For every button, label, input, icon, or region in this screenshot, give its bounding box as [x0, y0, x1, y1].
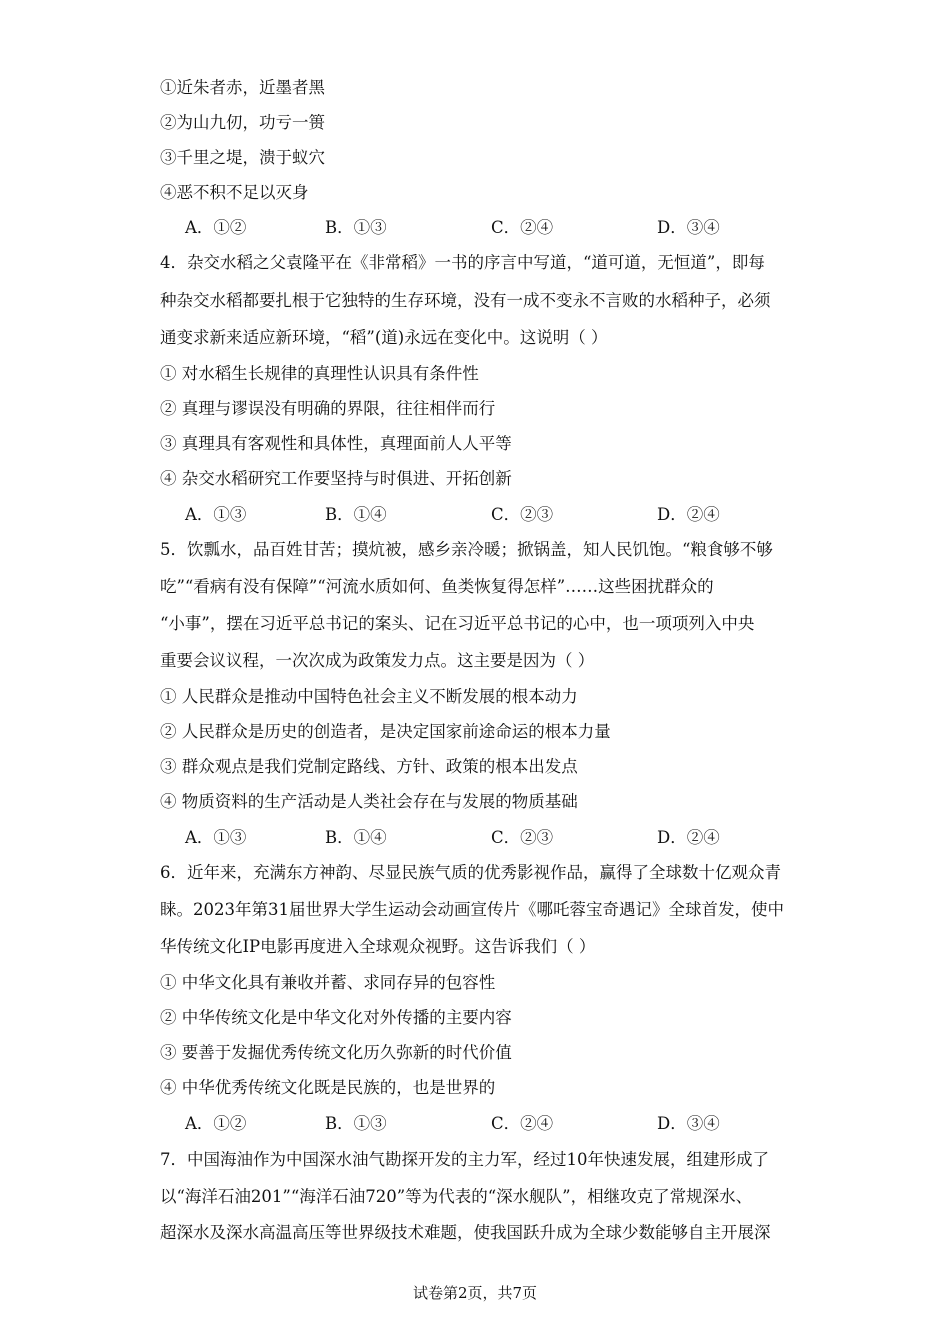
q6-option-d: D．③④ [657, 1114, 720, 1133]
q3-item-4: ④恶不积不足以灭身 [160, 183, 309, 202]
q6-item-1: ① 中华文化具有兼收并蓄、求同存异的包容性 [160, 973, 496, 992]
q6-option-b: B．①③ [325, 1114, 387, 1133]
q3-options [185, 217, 745, 239]
page-footer: 试卷第2页，共7页 [412, 1284, 538, 1302]
q3-item-2: ②为山九仞，功亏一篑 [160, 113, 325, 132]
q4-item-3: ③ 真理具有客观性和具体性，真理面前人人平等 [160, 434, 512, 453]
q4-item-2: ② 真理与谬误没有明确的界限，往往相伴而行 [160, 399, 496, 418]
q6-stem-line-2: 睐。2023年第31届世界大学生运动会动画宣传片《哪吒蓉宝奇遇记》全球首发，使中 [160, 900, 784, 919]
q3-option-c: C．②④ [491, 218, 554, 237]
q3-option-a: A．①② [185, 218, 247, 237]
q5-option-c: C．②③ [491, 828, 554, 847]
q4-item-4: ④ 杂交水稻研究工作要坚持与时俱进、开拓创新 [160, 469, 512, 488]
q6-stem-line-1: 6．近年来，充满东方神韵、尽显民族气质的优秀影视作品，赢得了全球数十亿观众青 [160, 863, 781, 882]
q7-stem-line-2: 以“海洋石油201”“海洋石油720”等为代表的“深水舰队”，相继攻克了常规深水、 [160, 1187, 753, 1206]
q4-stem-line-1: 4．杂交水稻之父袁隆平在《非常稻》一书的序言中写道，“道可道，无恒道”，即每 [160, 253, 765, 272]
q5-options [185, 827, 745, 849]
q6-options [185, 1113, 745, 1135]
q5-option-b: B．①④ [325, 828, 387, 847]
q6-item-3: ③ 要善于发掘优秀传统文化历久弥新的时代价值 [160, 1043, 512, 1062]
q4-item-1: ① 对水稻生长规律的真理性认识具有条件性 [160, 364, 479, 383]
q5-option-a: A．①③ [185, 828, 247, 847]
q6-item-4: ④ 中华优秀传统文化既是民族的，也是世界的 [160, 1078, 496, 1097]
q6-stem-line-3: 华传统文化IP电影再度进入全球观众视野。这告诉我们（ ） [160, 937, 596, 956]
q5-item-2: ② 人民群众是历史的创造者，是决定国家前途命运的根本力量 [160, 722, 611, 741]
q4-option-a: A．①③ [185, 505, 247, 524]
q4-option-c: C．②③ [491, 505, 554, 524]
q4-option-b: B．①④ [325, 505, 387, 524]
q4-option-d: D．②④ [657, 505, 720, 524]
q5-stem-line-1: 5．饮瓢水，品百姓甘苦；摸炕被，感乡亲冷暖；掀锅盖，知人民饥饱。“粮食够不够 [160, 540, 773, 559]
q4-stem-line-3: 通变求新来适应新环境，“稻”(道)永远在变化中。这说明（ ） [160, 328, 608, 347]
q5-stem-line-3: “小事”，摆在习近平总书记的案头、记在习近平总书记的心中，也一项项列入中央 [160, 614, 755, 633]
q3-option-b: B．①③ [325, 218, 387, 237]
q5-item-1: ① 人民群众是推动中国特色社会主义不断发展的根本动力 [160, 687, 578, 706]
q5-item-4: ④ 物质资料的生产活动是人类社会存在与发展的物质基础 [160, 792, 578, 811]
q3-item-1: ①近朱者赤，近墨者黑 [160, 78, 325, 97]
q6-item-2: ② 中华传统文化是中华文化对外传播的主要内容 [160, 1008, 512, 1027]
q5-stem-line-4: 重要会议议程，一次次成为政策发力点。这主要是因为（ ） [160, 651, 595, 670]
q6-option-c: C．②④ [491, 1114, 554, 1133]
q3-option-d: D．③④ [657, 218, 720, 237]
q5-option-d: D．②④ [657, 828, 720, 847]
q7-stem-line-1: 7．中国海油作为中国深水油气勘探开发的主力军，经过10年快速发展，组建形成了 [160, 1150, 769, 1169]
q4-stem-line-2: 种杂交水稻都要扎根于它独特的生存环境，没有一成不变永不言败的水稻种子，必须 [160, 291, 771, 310]
q3-item-3: ③千里之堤，溃于蚁穴 [160, 148, 325, 167]
q6-option-a: A．①② [185, 1114, 247, 1133]
q5-stem-line-2: 吃”“看病有没有保障”“河流水质如何、鱼类恢复得怎样”……这些困扰群众的 [160, 577, 714, 596]
q4-options [185, 504, 745, 526]
q5-item-3: ③ 群众观点是我们党制定路线、方针、政策的根本出发点 [160, 757, 578, 776]
q7-stem-line-3: 超深水及深水高温高压等世界级技术难题，使我国跃升成为全球少数能够自主开展深 [160, 1223, 771, 1242]
